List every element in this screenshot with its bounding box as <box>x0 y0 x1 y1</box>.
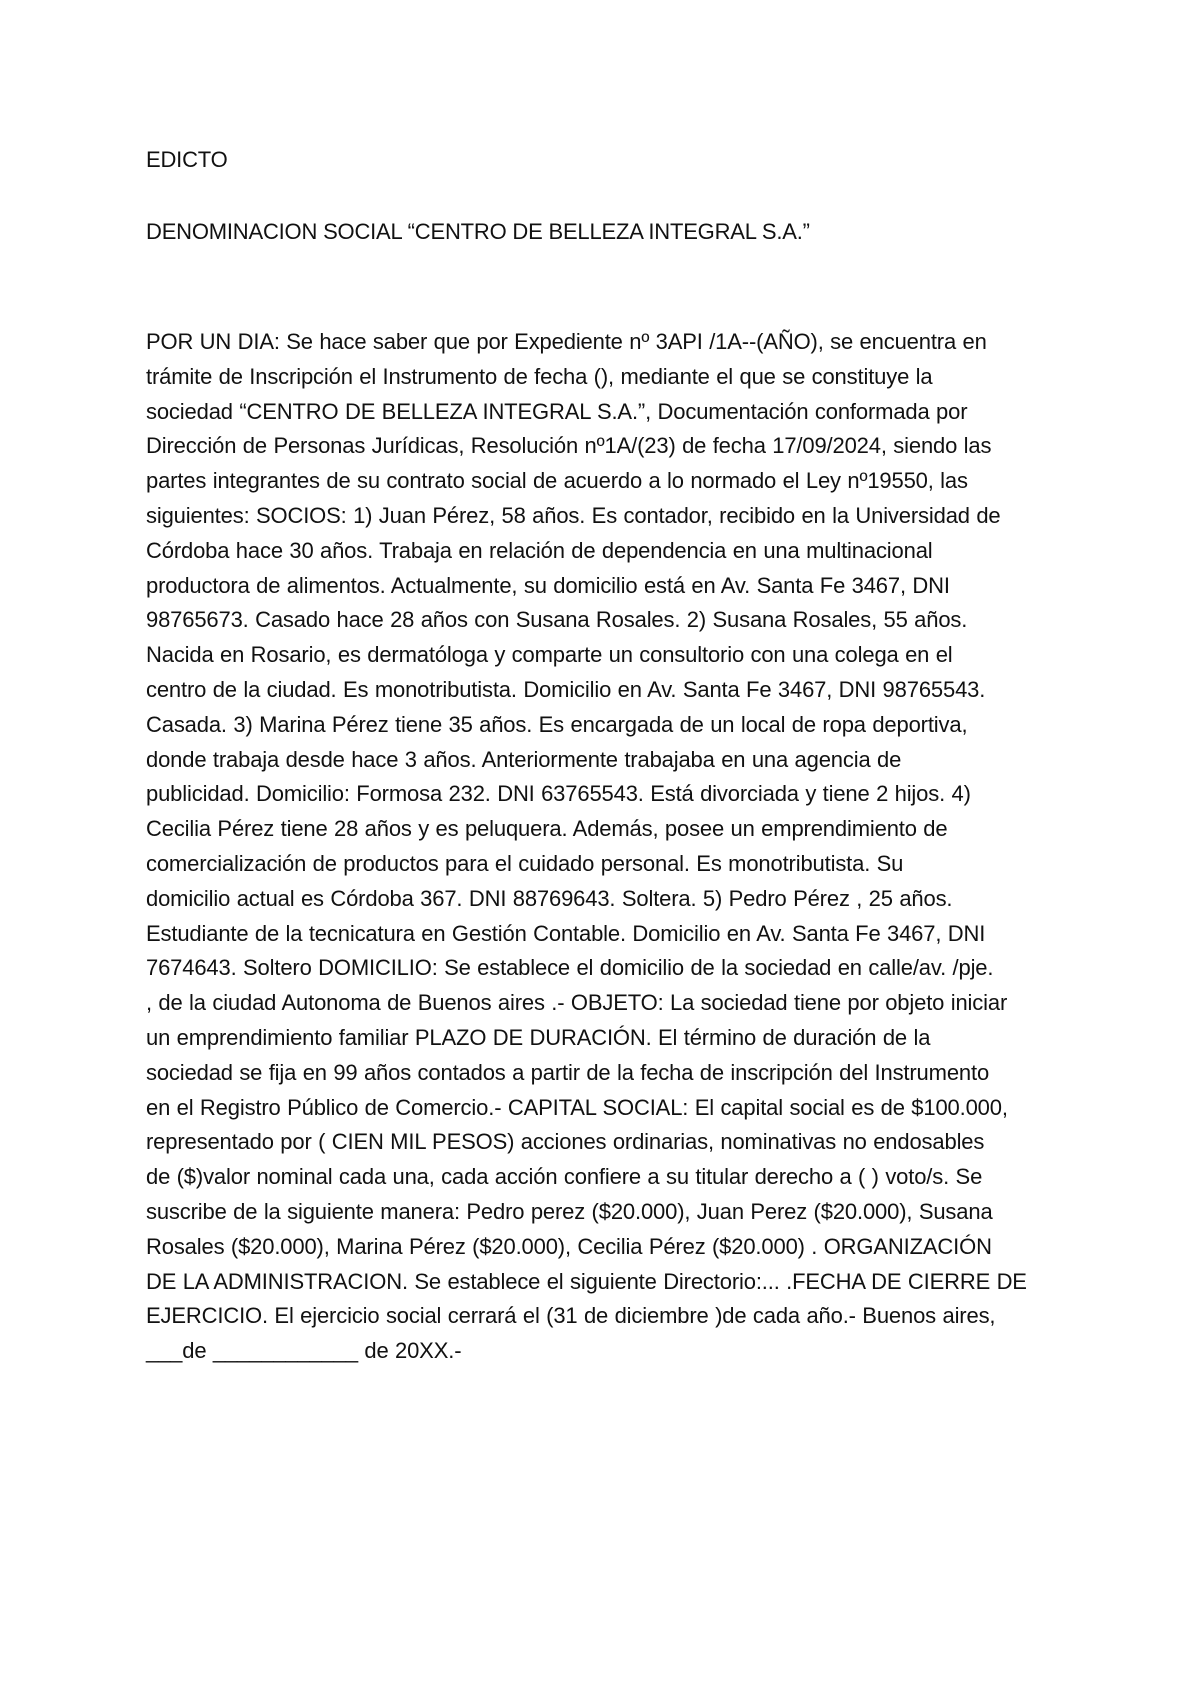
body-line: 98765673. Casado hace 28 años con Susana Rosales. 2) Susana Rosales, 55 años. <box>146 607 968 633</box>
body-line: POR UN DIA: Se hace saber que por Expediente nº 3API /1A--(AÑO), se encuentra en <box>146 329 987 354</box>
body-line: ___de ____________ de 20XX.- <box>146 1338 462 1364</box>
body-line: en el Registro Público de Comercio.- CAPITAL SOCIAL: El capital social es de $100.000, <box>146 1094 1008 1120</box>
body-line: sociedad se fija en 99 años contados a partir de la fecha de inscripción del Instrumento <box>146 1059 990 1085</box>
body-line: DE LA ADMINISTRACION. Se establece el siguiente Directorio:... .FECHA DE CIERRE DE <box>146 1268 1027 1294</box>
document-content <box>146 145 1066 1369</box>
body-line: Estudiante de la tecnicatura en Gestión Contable. Domicilio en Av. Santa Fe 3467, DNI <box>146 920 986 946</box>
body-line: sociedad “CENTRO DE BELLEZA INTEGRAL S.A.”, Documentación conformada por <box>146 398 968 424</box>
body-line: Nacida en Rosario, es dermatóloga y comparte un consultorio con una colega en el <box>146 642 953 668</box>
body-line: un emprendimiento familiar PLAZO DE DURACIÓN. El término de duración de la <box>146 1024 931 1050</box>
body-line: Casada. 3) Marina Pérez tiene 35 años. Es encargada de un local de ropa deportiva, <box>146 711 968 737</box>
body-line: publicidad. Domicilio: Formosa 232. DNI 63765543. Está divorciada y tiene 2 hijos. 4) <box>146 781 971 807</box>
body-line: 7674643. Soltero DOMICILIO: Se establece el domicilio de la sociedad en calle/av. /pje. <box>146 955 994 981</box>
document-title: EDICTO <box>146 147 228 172</box>
edict-body <box>146 325 1066 1369</box>
body-line: suscribe de la siguiente manera: Pedro perez ($20.000), Juan Perez ($20.000), Susana <box>146 1198 993 1224</box>
body-line: domicilio actual es Córdoba 367. DNI 88769643. Soltera. 5) Pedro Pérez , 25 años. <box>146 885 953 911</box>
body-line: Cecilia Pérez tiene 28 años y es peluquera. Además, posee un emprendimiento de <box>146 816 948 842</box>
body-line: Dirección de Personas Jurídicas, Resolución nº1A/(23) de fecha 17/09/2024, siendo las <box>146 433 992 459</box>
body-line: productora de alimentos. Actualmente, su domicilio está en Av. Santa Fe 3467, DNI <box>146 572 950 598</box>
body-line: siguientes: SOCIOS: 1) Juan Pérez, 58 años. Es contador, recibido en la Universidad de <box>146 502 1001 528</box>
company-denomination: DENOMINACION SOCIAL “CENTRO DE BELLEZA INTEGRAL S.A.” <box>146 219 810 244</box>
body-line: partes integrantes de su contrato social de acuerdo a lo normado el Ley nº19550, las <box>146 468 968 494</box>
body-line: Córdoba hace 30 años. Trabaja en relación de dependencia en una multinacional <box>146 537 933 563</box>
body-line: representado por ( CIEN MIL PESOS) acciones ordinarias, nominativas no endosables <box>146 1129 985 1155</box>
body-line: donde trabaja desde hace 3 años. Anteriormente trabajaba en una agencia de <box>146 746 902 772</box>
body-line: trámite de Inscripción el Instrumento de fecha (), mediante el que se constituye la <box>146 363 933 389</box>
body-line: Rosales ($20.000), Marina Pérez ($20.000), Cecilia Pérez ($20.000) . ORGANIZACIÓN <box>146 1233 992 1259</box>
body-line: , de la ciudad Autonoma de Buenos aires .- OBJETO: La sociedad tiene por objeto iniciar <box>146 990 1008 1016</box>
body-line: comercialización de productos para el cuidado personal. Es monotributista. Su <box>146 850 904 876</box>
body-line: centro de la ciudad. Es monotributista. Domicilio en Av. Santa Fe 3467, DNI 98765543. <box>146 676 986 702</box>
body-line: EJERCICIO. El ejercicio social cerrará el (31 de diciembre )de cada año.- Buenos aires, <box>146 1303 996 1329</box>
body-line: de ($)valor nominal cada una, cada acción confiere a su titular derecho a ( ) voto/s. Se <box>146 1164 983 1190</box>
